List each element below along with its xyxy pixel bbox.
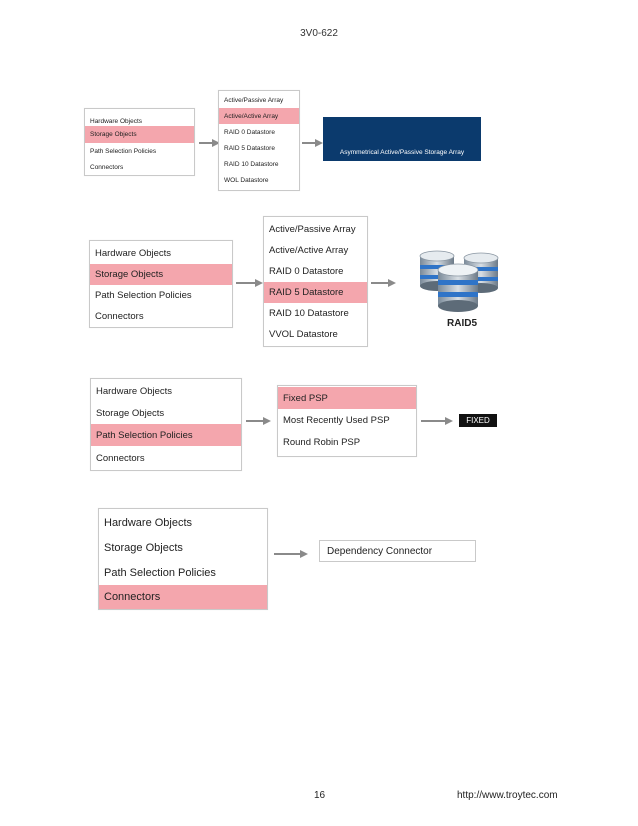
menu-item-path-selection-policies[interactable]: Path Selection Policies [91, 424, 241, 446]
option-raid5-datastore[interactable]: RAID 5 Datastore [264, 282, 367, 303]
diagram3-arrow-1 [246, 420, 264, 422]
diagram2-arrow-1 [236, 282, 256, 284]
menu-item-hardware-objects[interactable]: Hardware Objects [104, 516, 193, 529]
database-stack-icon [412, 246, 504, 318]
menu-item-connectors[interactable]: Connectors [95, 311, 144, 322]
menu-item-connectors[interactable]: Connectors [96, 452, 145, 464]
page-number: 16 [314, 790, 326, 801]
menu-item-hardware-objects[interactable]: Hardware Objects [95, 248, 172, 259]
menu-item-connectors[interactable]: Connectors [99, 585, 267, 609]
document-code: 3V0-622 [300, 28, 338, 39]
menu-item-storage-objects[interactable]: Storage Objects [85, 126, 194, 143]
dependency-connector-box: Dependency Connector [319, 540, 476, 562]
option-round-robin-psp[interactable]: Round Robin PSP [283, 436, 361, 448]
menu-item-hardware-objects[interactable]: Hardware Objects [90, 117, 143, 125]
result-banner: Asymmetrical Active/Passive Storage Array [323, 117, 481, 161]
option-vvol-datastore[interactable]: VVOL Datastore [269, 329, 338, 340]
option-most-recently-used-psp[interactable]: Most Recently Used PSP [283, 414, 390, 426]
diagram3-arrow-2 [421, 420, 446, 422]
diagram3-options [277, 385, 417, 457]
option-raid0-datastore[interactable]: RAID 0 Datastore [269, 266, 344, 277]
db-cylinder-front [438, 264, 478, 312]
menu-item-hardware-objects[interactable]: Hardware Objects [96, 385, 173, 397]
diagram1-menu [84, 108, 195, 176]
menu-item-storage-objects[interactable]: Storage Objects [96, 407, 165, 419]
option-raid10-datastore[interactable]: RAID 10 Datastore [269, 308, 349, 319]
menu-item-path-selection-policies[interactable]: Path Selection Policies [104, 566, 216, 579]
raid5-label: RAID5 [447, 318, 478, 329]
option-active-passive-array[interactable]: Active/Passive Array [269, 224, 356, 235]
diagram1-arrow-1 [199, 142, 213, 144]
menu-item-path-selection-policies[interactable]: Path Selection Policies [95, 290, 192, 301]
option-fixed-psp[interactable]: Fixed PSP [278, 387, 416, 409]
option-wol-datastore[interactable]: WOL Datastore [224, 176, 269, 184]
menu-item-storage-objects[interactable]: Storage Objects [90, 264, 232, 285]
fixed-result-badge: FIXED [459, 414, 497, 427]
option-raid0-datastore[interactable]: RAID 0 Datastore [224, 128, 275, 136]
menu-item-connectors[interactable]: Connectors [90, 163, 124, 171]
diagram3-menu [90, 378, 242, 471]
option-raid5-datastore[interactable]: RAID 5 Datastore [224, 144, 275, 152]
option-active-active-array[interactable]: Active/Active Array [269, 245, 349, 256]
option-active-active-array[interactable]: Active/Active Array [219, 108, 299, 124]
menu-item-storage-objects[interactable]: Storage Objects [104, 541, 183, 554]
menu-item-path-selection-policies[interactable]: Path Selection Policies [90, 147, 157, 155]
diagram2-menu [89, 240, 233, 328]
diagram2-arrow-2 [371, 282, 389, 284]
diagram4-menu [98, 508, 268, 610]
option-raid10-datastore[interactable]: RAID 10 Datastore [224, 160, 279, 168]
diagram1-arrow-2 [302, 142, 316, 144]
diagram1-options [218, 90, 300, 191]
footer-url: http://www.troytec.com [457, 790, 558, 801]
diagram2-options [263, 216, 368, 347]
diagram4-arrow [274, 553, 301, 555]
option-active-passive-array[interactable]: Active/Passive Array [224, 96, 284, 104]
